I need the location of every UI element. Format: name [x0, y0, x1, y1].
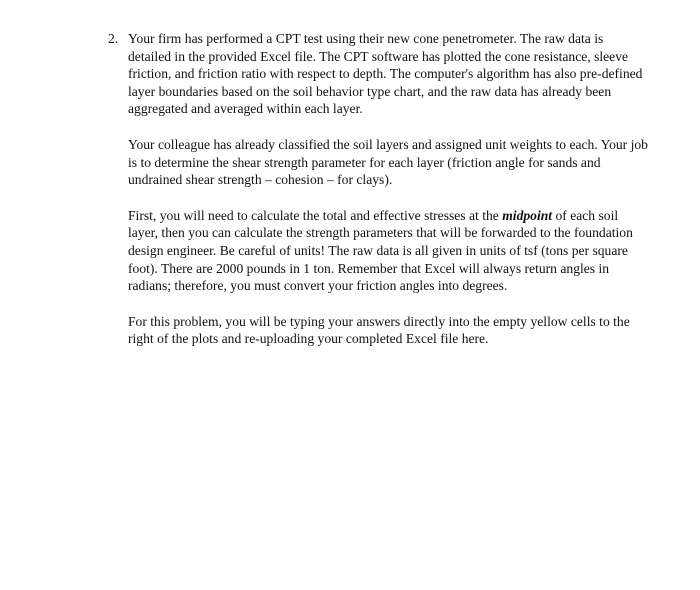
paragraph-instructions	[128, 207, 648, 295]
instructions-text-start: First, you will need to calculate the total and effective stresses at the	[128, 207, 503, 223]
question-block	[108, 30, 648, 366]
paragraph-task: Your colleague has already classified the soil layers and assigned unit weights to each. Your job is to determine the shear strength parameter for each layer (friction angle for sands and undrained shear strength – cohesion – for clays).	[128, 136, 648, 188]
paragraph-intro: Your firm has performed a CPT test using their new cone penetrometer. The raw data is detailed in the provided Excel file. The CPT software has plotted the cone resistance, sleeve friction, and friction ratio with respect to depth. The computer's algorithm has also pre-defined layer boundaries based on the soil behavior type chart, and the raw data has already been aggregated and averaged within each layer.	[128, 31, 643, 117]
question-number: 2.	[108, 31, 119, 46]
paragraph-submission: For this problem, you will be typing your answers directly into the empty yellow cells to the right of the plots and re-uploading your completed Excel file here.	[128, 313, 630, 347]
midpoint-emphasis: midpoint	[502, 207, 553, 223]
instructions-text-end: of each soil layer, then you can calculate the strength parameters that will be forwarded to the foundation design engineer. Be careful of units! The raw data is all given in units of tsf (tons per square foot). There are 2000 pounds in 1 ton. Remember that Excel will always return angles in radians; therefore, you must convert your friction angles into degrees.	[128, 207, 633, 294]
